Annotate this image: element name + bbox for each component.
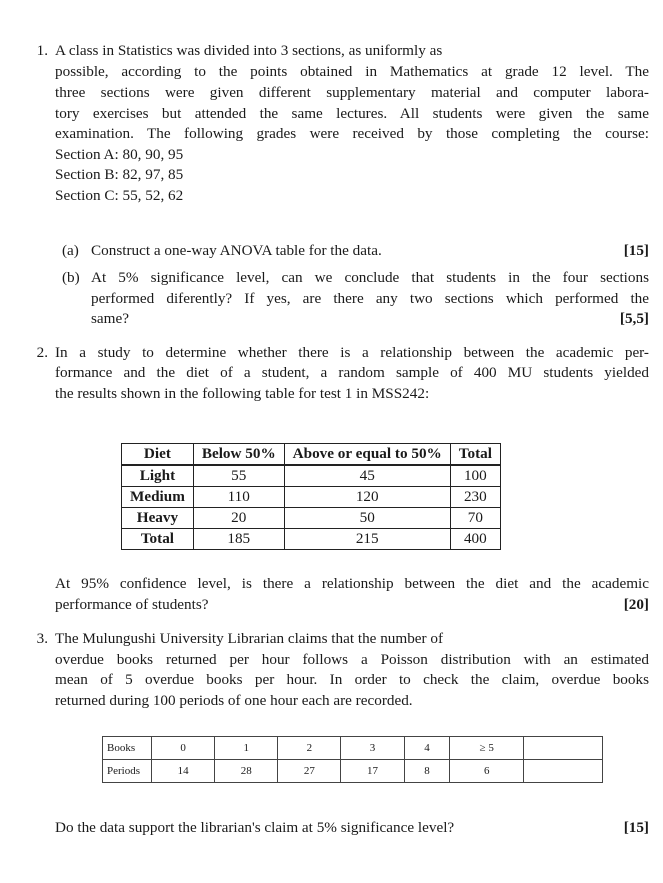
table-cell: 1 [215, 737, 278, 760]
overdue-books-table [102, 736, 603, 783]
row-header: Periods [103, 760, 152, 783]
table-cell: 120 [284, 487, 450, 508]
question-number: 2. [36, 344, 48, 361]
question-text-line: mean of 5 overdue books per hour. In order to check the claim, overdue books [55, 671, 649, 688]
table-cell: 20 [193, 508, 284, 529]
table-cell: ≥ 5 [450, 737, 524, 760]
question-text-line: At 95% confidence level, is there a relationship between the diet and the academic [55, 575, 649, 592]
part-label: (a) [62, 242, 79, 259]
table-cell: 70 [450, 508, 500, 529]
table-cell: 110 [193, 487, 284, 508]
question-text-line: three sections were given different supplementary material and computer labora- [55, 84, 649, 101]
question-text-line: The Mulungushi University Librarian claims that the number of [55, 630, 444, 647]
table-cell: 4 [404, 737, 450, 760]
diet-performance-table [121, 443, 501, 550]
question-text-line: overdue books returned per hour follows a Poisson distribution with an estimated [55, 651, 649, 668]
table-cell: 17 [341, 760, 404, 783]
question-text-line: returned during 100 periods of one hour each are recorded. [55, 692, 413, 709]
marks-badge: [15] [623, 242, 649, 259]
part-b-text: same? [91, 310, 129, 327]
row-header: Books [103, 737, 152, 760]
column-header: Total [450, 444, 500, 466]
question-text-line: tory exercises but attended the same lectures. All students were given the same [55, 105, 649, 122]
table-row [122, 529, 501, 550]
table-cell: 2 [278, 737, 341, 760]
question-number: 1. [36, 42, 48, 59]
table-cell: 230 [450, 487, 500, 508]
table-header-row [122, 444, 501, 466]
part-b-text: At 5% significance level, can we conclude that students in the four sections [91, 269, 649, 286]
table-cell: 28 [215, 760, 278, 783]
table-cell [524, 760, 603, 783]
table-row [122, 487, 501, 508]
table-cell: 100 [450, 465, 500, 487]
question-text-line: possible, according to the points obtained in Mathematics at grade 12 level. The [55, 63, 649, 80]
section-b-grades: Section B: 82, 97, 85 [55, 166, 184, 183]
part-label: (b) [62, 269, 80, 286]
table-row [103, 760, 603, 783]
table-cell [524, 737, 603, 760]
table-cell: 6 [450, 760, 524, 783]
column-header: Below 50% [193, 444, 284, 466]
table-cell: 3 [341, 737, 404, 760]
table-cell: 215 [284, 529, 450, 550]
table-cell: 185 [193, 529, 284, 550]
row-header: Light [122, 465, 194, 487]
table-row [122, 508, 501, 529]
table-cell: 50 [284, 508, 450, 529]
question-text-line: performance of students? [55, 596, 209, 613]
question-text-line: Do the data support the librarian's claim at 5% significance level? [55, 819, 455, 836]
question-text-line: A class in Statistics was divided into 3 sections, as uniformly as [55, 42, 443, 59]
marks-badge: [20] [623, 596, 649, 613]
part-b-text: performed diferently? If yes, are there any two sections which performed the [91, 290, 649, 307]
question-text-line: In a study to determine whether there is a relationship between the academic per- [55, 344, 649, 361]
part-a-text: Construct a one-way ANOVA table for the data. [91, 242, 382, 259]
table-cell: 55 [193, 465, 284, 487]
table-cell: 8 [404, 760, 450, 783]
marks-badge: [15] [623, 819, 649, 836]
question-text-line: the results shown in the following table for test 1 in MSS242: [55, 385, 430, 402]
marks-badge: [5,5] [619, 310, 649, 327]
section-c-grades: Section C: 55, 52, 62 [55, 187, 184, 204]
question-number: 3. [36, 630, 48, 647]
row-header: Heavy [122, 508, 194, 529]
table-cell: 14 [152, 760, 215, 783]
table-cell: 27 [278, 760, 341, 783]
question-text-line: formance and the diet of a student, a random sample of 400 MU students yielded [55, 364, 649, 381]
table-cell: 0 [152, 737, 215, 760]
table-cell: 400 [450, 529, 500, 550]
section-a-grades: Section A: 80, 90, 95 [55, 146, 184, 163]
question-text-line: examination. The following grades were received by those completing the course: [55, 125, 649, 142]
column-header: Diet [122, 444, 194, 466]
row-header: Medium [122, 487, 194, 508]
table-cell: 45 [284, 465, 450, 487]
row-header: Total [122, 529, 194, 550]
table-row [122, 465, 501, 487]
column-header: Above or equal to 50% [284, 444, 450, 466]
table-row [103, 737, 603, 760]
